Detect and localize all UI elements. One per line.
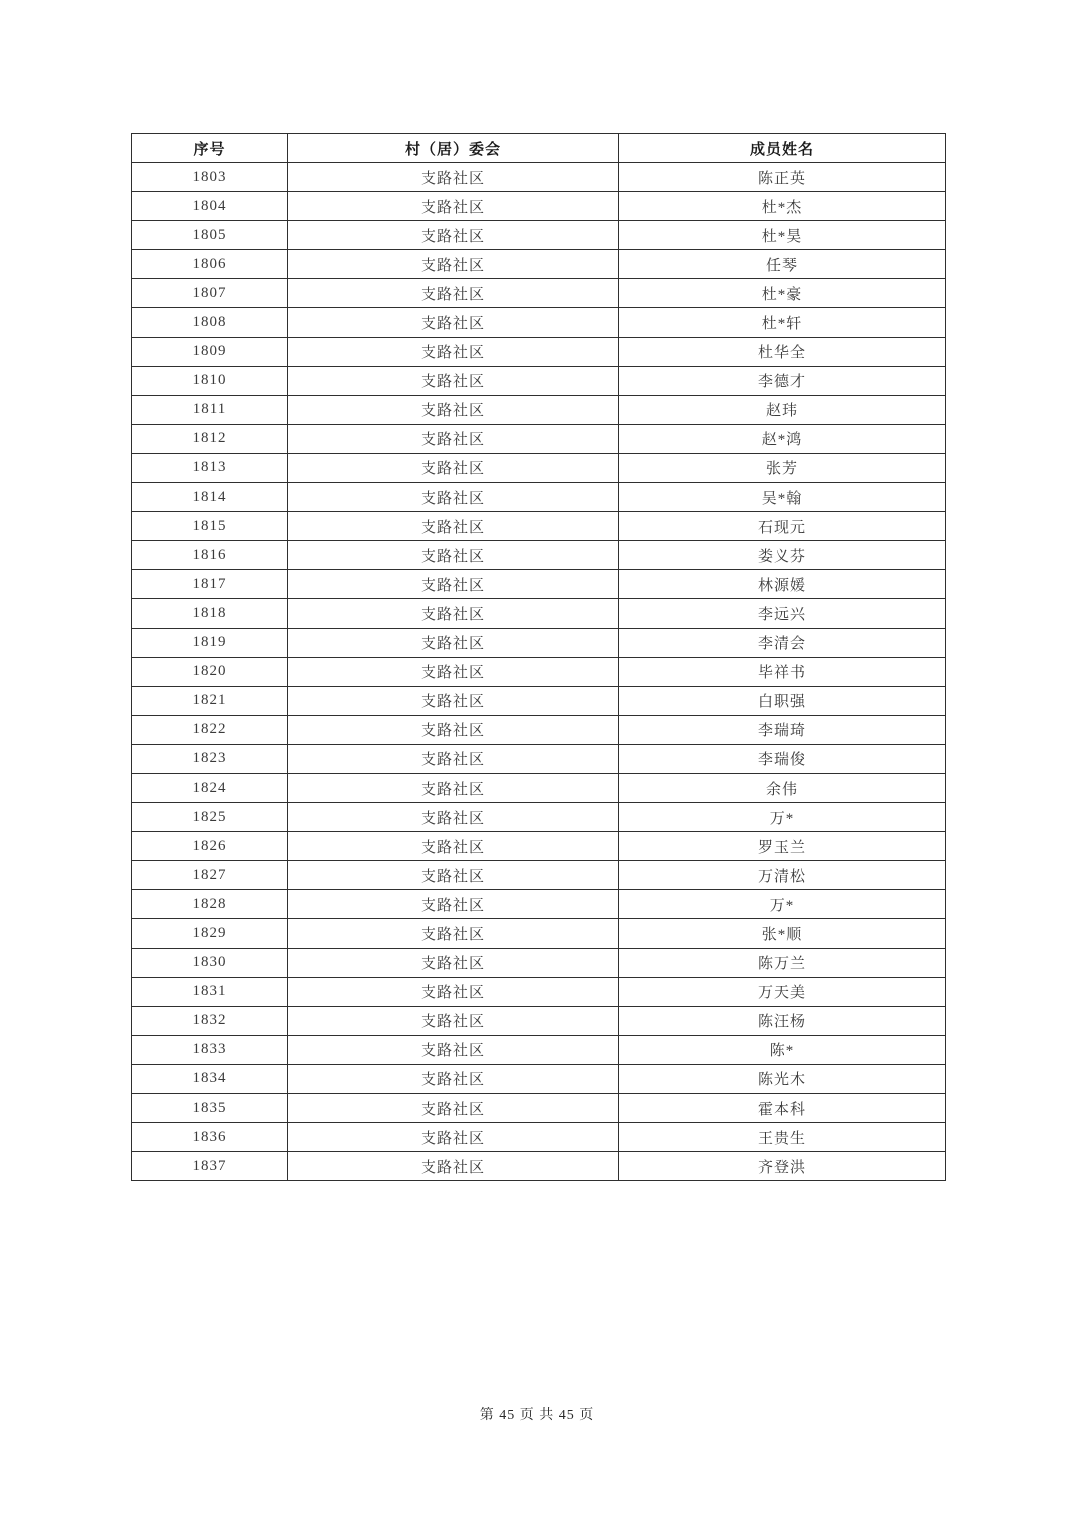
member-name-cell: 陈汪杨 (619, 1006, 946, 1035)
serial-cell: 1822 (132, 715, 288, 744)
member-name-cell: 李瑞俊 (619, 744, 946, 773)
table-row (132, 570, 946, 599)
serial-cell: 1817 (132, 570, 288, 599)
serial-cell: 1828 (132, 890, 288, 919)
member-name-cell: 白职强 (619, 686, 946, 715)
serial-cell: 1810 (132, 366, 288, 395)
table-row (132, 279, 946, 308)
member-name-cell: 陈正英 (619, 163, 946, 192)
table-row (132, 163, 946, 192)
member-name-cell: 任琴 (619, 250, 946, 279)
serial-cell: 1825 (132, 803, 288, 832)
committee-cell: 支路社区 (288, 337, 619, 366)
table-row (132, 686, 946, 715)
committee-cell: 支路社区 (288, 541, 619, 570)
committee-cell: 支路社区 (288, 715, 619, 744)
table-row (132, 948, 946, 977)
serial-cell: 1833 (132, 1035, 288, 1064)
serial-cell: 1805 (132, 221, 288, 250)
table-row (132, 366, 946, 395)
table-row (132, 773, 946, 802)
member-name-cell: 娄义芬 (619, 541, 946, 570)
serial-cell: 1823 (132, 744, 288, 773)
table-row (132, 599, 946, 628)
member-name-cell: 石现元 (619, 512, 946, 541)
member-name-cell: 霍本科 (619, 1094, 946, 1123)
member-roster-table (131, 133, 946, 1181)
committee-cell: 支路社区 (288, 279, 619, 308)
member-name-cell: 杜*豪 (619, 279, 946, 308)
committee-cell: 支路社区 (288, 1064, 619, 1093)
member-name-cell: 杜*杰 (619, 192, 946, 221)
serial-cell: 1831 (132, 977, 288, 1006)
serial-cell: 1836 (132, 1123, 288, 1152)
committee-cell: 支路社区 (288, 890, 619, 919)
table-row (132, 744, 946, 773)
committee-cell: 支路社区 (288, 803, 619, 832)
page-number-footer: 第 45 页 共 45 页 (479, 1408, 595, 1423)
table-row (132, 890, 946, 919)
serial-cell: 1829 (132, 919, 288, 948)
serial-cell: 1811 (132, 395, 288, 424)
serial-cell: 1821 (132, 686, 288, 715)
serial-cell: 1816 (132, 541, 288, 570)
table-row (132, 512, 946, 541)
committee-cell: 支路社区 (288, 1123, 619, 1152)
member-name-cell: 杜*轩 (619, 308, 946, 337)
member-name-cell: 林源媛 (619, 570, 946, 599)
serial-cell: 1812 (132, 424, 288, 453)
committee-cell: 支路社区 (288, 919, 619, 948)
member-name-cell: 万* (619, 803, 946, 832)
serial-cell: 1834 (132, 1064, 288, 1093)
table-row (132, 221, 946, 250)
table-row (132, 861, 946, 890)
serial-cell: 1813 (132, 453, 288, 482)
serial-cell: 1815 (132, 512, 288, 541)
serial-cell: 1837 (132, 1152, 288, 1181)
committee-cell: 支路社区 (288, 1035, 619, 1064)
member-name-cell: 毕祥书 (619, 657, 946, 686)
committee-cell: 支路社区 (288, 308, 619, 337)
serial-cell: 1830 (132, 948, 288, 977)
member-name-cell: 吴*翰 (619, 483, 946, 512)
member-name-cell: 万天美 (619, 977, 946, 1006)
committee-cell: 支路社区 (288, 628, 619, 657)
table-row (132, 919, 946, 948)
committee-cell: 支路社区 (288, 570, 619, 599)
member-name-cell: 陈光木 (619, 1064, 946, 1093)
member-name-cell: 余伟 (619, 773, 946, 802)
committee-cell: 支路社区 (288, 599, 619, 628)
table-row (132, 308, 946, 337)
serial-cell: 1808 (132, 308, 288, 337)
serial-cell: 1832 (132, 1006, 288, 1035)
committee-cell: 支路社区 (288, 512, 619, 541)
committee-cell: 支路社区 (288, 1152, 619, 1181)
serial-cell: 1807 (132, 279, 288, 308)
committee-cell: 支路社区 (288, 163, 619, 192)
committee-cell: 支路社区 (288, 744, 619, 773)
member-name-cell: 赵玮 (619, 395, 946, 424)
member-name-cell: 李瑞琦 (619, 715, 946, 744)
committee-cell: 支路社区 (288, 1006, 619, 1035)
committee-cell: 支路社区 (288, 861, 619, 890)
table-body (132, 163, 946, 1181)
table-row (132, 541, 946, 570)
serial-cell: 1818 (132, 599, 288, 628)
table-header-row (132, 134, 946, 163)
serial-cell: 1826 (132, 832, 288, 861)
committee-cell: 支路社区 (288, 977, 619, 1006)
table-row (132, 832, 946, 861)
committee-cell: 支路社区 (288, 221, 619, 250)
committee-cell: 支路社区 (288, 773, 619, 802)
committee-cell: 支路社区 (288, 832, 619, 861)
serial-cell: 1804 (132, 192, 288, 221)
table-row (132, 803, 946, 832)
table-row (132, 337, 946, 366)
member-name-cell: 万清松 (619, 861, 946, 890)
table-row (132, 1064, 946, 1093)
committee-cell: 支路社区 (288, 192, 619, 221)
table-row (132, 715, 946, 744)
member-name-cell: 李德才 (619, 366, 946, 395)
committee-cell: 支路社区 (288, 948, 619, 977)
member-name-cell: 陈万兰 (619, 948, 946, 977)
committee-cell: 支路社区 (288, 686, 619, 715)
table-row (132, 657, 946, 686)
table-row (132, 453, 946, 482)
member-name-cell: 李远兴 (619, 599, 946, 628)
table-row (132, 250, 946, 279)
committee-cell: 支路社区 (288, 395, 619, 424)
table-row (132, 1152, 946, 1181)
header-committee: 村（居）委会 (288, 134, 619, 163)
member-name-cell: 罗玉兰 (619, 832, 946, 861)
serial-cell: 1814 (132, 483, 288, 512)
serial-cell: 1806 (132, 250, 288, 279)
member-name-cell: 李清会 (619, 628, 946, 657)
committee-cell: 支路社区 (288, 1094, 619, 1123)
member-name-cell: 杜*昊 (619, 221, 946, 250)
committee-cell: 支路社区 (288, 366, 619, 395)
committee-cell: 支路社区 (288, 657, 619, 686)
table-row (132, 977, 946, 1006)
table-row (132, 192, 946, 221)
table-row (132, 424, 946, 453)
table-row (132, 1123, 946, 1152)
member-name-cell: 张*顺 (619, 919, 946, 948)
serial-cell: 1835 (132, 1094, 288, 1123)
member-name-cell: 赵*鸿 (619, 424, 946, 453)
member-name-cell: 王贵生 (619, 1123, 946, 1152)
header-serial-number: 序号 (132, 134, 288, 163)
committee-cell: 支路社区 (288, 424, 619, 453)
member-name-cell: 杜华全 (619, 337, 946, 366)
member-name-cell: 张芳 (619, 453, 946, 482)
table-row (132, 483, 946, 512)
header-member-name: 成员姓名 (619, 134, 946, 163)
table-row (132, 1035, 946, 1064)
committee-cell: 支路社区 (288, 250, 619, 279)
table-row (132, 1006, 946, 1035)
committee-cell: 支路社区 (288, 483, 619, 512)
member-name-cell: 万* (619, 890, 946, 919)
serial-cell: 1803 (132, 163, 288, 192)
table-row (132, 395, 946, 424)
table-row (132, 1094, 946, 1123)
serial-cell: 1820 (132, 657, 288, 686)
serial-cell: 1827 (132, 861, 288, 890)
serial-cell: 1824 (132, 773, 288, 802)
serial-cell: 1809 (132, 337, 288, 366)
member-name-cell: 陈* (619, 1035, 946, 1064)
table-row (132, 628, 946, 657)
committee-cell: 支路社区 (288, 453, 619, 482)
member-name-cell: 齐登洪 (619, 1152, 946, 1181)
serial-cell: 1819 (132, 628, 288, 657)
